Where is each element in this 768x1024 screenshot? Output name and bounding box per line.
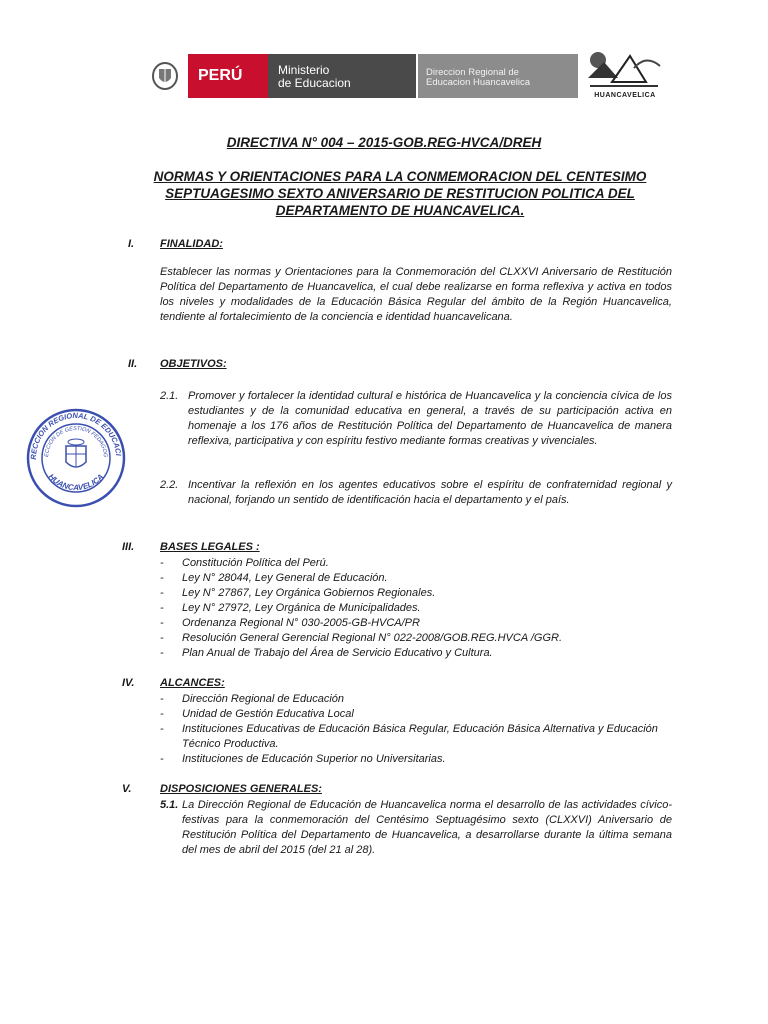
document-subtitle [140,168,660,219]
section-3-number: III. [122,541,135,553]
subtitle-line3: DEPARTAMENTO DE HUANCAVELICA. [275,203,525,218]
section-4-title: ALCANCES: [160,677,225,689]
legal-base-text: Resolución General Gerencial Regional N° 022-2008/GOB.REG.HVCA /GGR. [182,632,562,644]
stamp-shield-icon [66,439,86,467]
section-5-title: DISPOSICIONES GENERALES: [160,783,322,795]
list-item: - Unidad de Gestión Educativa Local [160,708,354,720]
stamp-inner-text: ECCION DE GESTION PEDAGOG [43,425,109,458]
objective-2-1-number: 2.1. [160,390,179,402]
subtitle-line2: SEPTUAGESIMO SEXTO ANIVERSARIO DE RESTITUCION POLITICA DEL [165,186,635,201]
list-item: - Ordenanza Regional N° 030-2005-GB-HVCA/PR [160,617,420,629]
section-3-title: BASES LEGALES : [160,541,260,553]
list-item: - Plan Anual de Trabajo del Área de Servicio Educativo y Cultura. [160,647,493,659]
scope-text: Instituciones de Educación Superior no Universitarias. [182,753,446,765]
ministry-line2: de Educacion [278,76,351,90]
ministry-label [268,54,416,98]
scope-text: Unidad de Gestión Educativa Local [182,708,354,720]
section-2-title: OBJETIVOS: [160,358,227,370]
official-stamp [24,406,128,510]
list-item: - Ley N° 28044, Ley General de Educación. [160,572,388,584]
stamp-outer-text: RECCION REGIONAL DE EDUCACI [28,410,123,460]
legal-base-text: Ley N° 28044, Ley General de Educación. [182,572,388,584]
legal-base-text: Ley N° 27867, Ley Orgánica Gobiernos Regionales. [182,587,436,599]
legal-base-text: Ordenanza Regional N° 030-2005-GB-HVCA/PR [182,617,420,629]
legal-bases-list [160,556,680,661]
dre-label [416,54,578,98]
list-item: - Instituciones Educativas de Educación Básica Regular, Educación Básica Alternativa y Educación Técnico Productiva. [160,722,672,752]
national-shield-icon [142,54,188,98]
header-banner [142,54,578,98]
peru-label: PERÚ [188,54,268,98]
disposition-5-1-text: La Dirección Regional de Educación de Huancavelica norma el desarrollo de las actividades cívico-festivas para la conmemoración del Centésimo Septuagésimo sexto (CLXXVI) Aniversario de Restitución Política del Departamento de Huancavelica, a desarrollarse durante la última semana del mes de abril del 2015 (del 21 al 28). [182,799,672,856]
scope-list [160,692,672,767]
svg-text:HUANCAVELICA [47,472,106,492]
legal-base-text: Constitución Política del Perú. [182,557,329,569]
list-item: - Ley N° 27867, Ley Orgánica Gobiernos Regionales. [160,587,436,599]
list-item: - Constitución Política del Perú. [160,557,329,569]
scope-text: Instituciones Educativas de Educación Básica Regular, Educación Básica Alternativa y Educación Técnico Productiva. [182,723,658,750]
objective-2-2-number: 2.2. [160,479,179,491]
dre-line2: Educacion Huancavelica [426,77,531,88]
document-title: DIRECTIVA N° 004 – 2015-GOB.REG-HVCA/DREH [226,135,542,150]
list-item: - Resolución General Gerencial Regional N° 022-2008/GOB.REG.HVCA /GGR. [160,632,562,644]
section-1-number: I. [128,238,135,250]
section-1-body: Establecer las normas y Orientaciones para la Conmemoración del CLXXVI Aniversario de Restitución Política del Departamento de Huancavelica, el cual debe realizarse en forma reflexiva y activa en todos los niveles y modalidades de la Educación Básica Regular del ámbito de la Región Huancavelica, tendiente al fortalecimiento de la conciencia e identidad huancavelicana. [160,266,672,323]
regional-logo-caption: HUANCAVELICA [594,92,656,99]
svg-text:DIRECCION REGIONAL DE EDUCACIO [24,406,123,460]
objective-2-1-text: Promover y fortalecer la identidad cultural e histórica de Huancavelica y la conciencia cívica de los estudiantes y de la comunidad educativa en general, a través de su participación activa en homenaje a los 176 años de Restitución Política del Departamento de Huancavelica de manera reflexiva, participativa y con espíritu festivo mediante formas creativas y vivenciales. [188,390,672,447]
scope-text: Dirección Regional de Educación [182,693,345,705]
section-1-title: FINALIDAD: [160,238,223,250]
legal-base-text: Ley N° 27972, Ley Orgánica de Municipalidades. [182,602,421,614]
disposition-5-1-number: 5.1. [160,799,179,811]
list-item: - Dirección Regional de Educación [160,693,345,705]
list-item: - Instituciones de Educación Superior no Universitarias. [160,753,446,765]
section-5-number: V. [122,783,132,795]
legal-base-text: Plan Anual de Trabajo del Área de Servicio Educativo y Cultura. [182,647,493,659]
subtitle-line1: NORMAS Y ORIENTACIONES PARA LA CONMEMORACION DEL CENTESIMO [153,169,647,184]
section-4-number: IV. [122,677,135,689]
list-item: - Ley N° 27972, Ley Orgánica de Municipalidades. [160,602,421,614]
stamp-bottom-text: HUANCAVELICA [46,472,106,493]
section-2-number: II. [128,358,138,370]
objective-2-2-text: Incentivar la reflexión en los agentes educativos sobre el espíritu de confraternidad regional y nacional, forjando un sentido de identificación hacia el departamento y el país. [188,479,672,506]
dre-line1: Direccion Regional de [426,67,519,78]
ministry-line1: Ministerio [278,63,330,77]
